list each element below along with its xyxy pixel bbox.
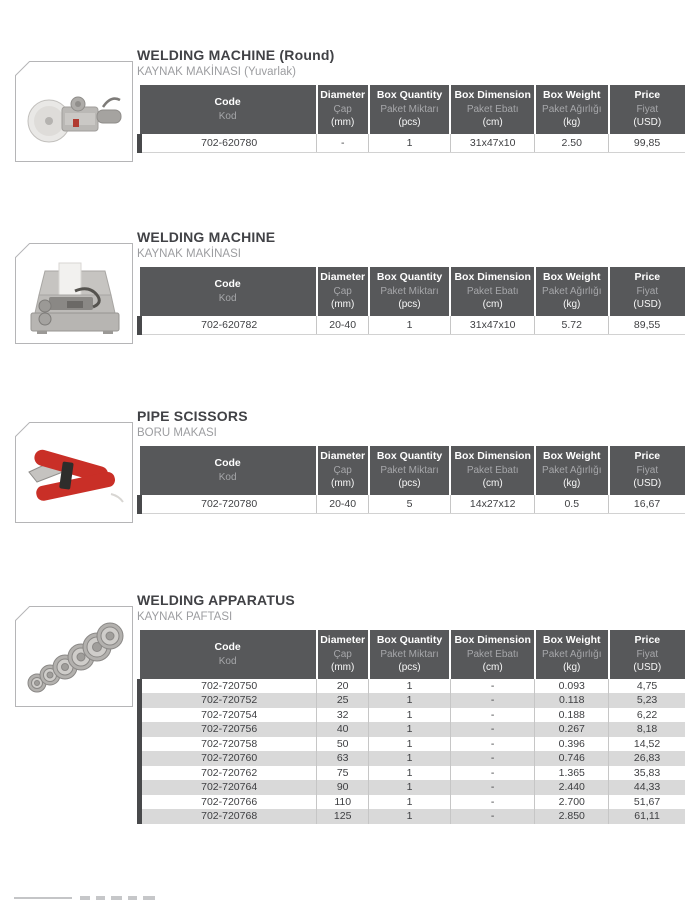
column-label-tr: Kod bbox=[218, 471, 237, 483]
table-cell: 702-720762 bbox=[140, 766, 317, 781]
column-label-unit: (kg) bbox=[563, 478, 581, 490]
product-image-box bbox=[15, 422, 133, 523]
column-label-en: Box Quantity bbox=[376, 634, 443, 647]
column-header-price bbox=[609, 85, 685, 134]
table-cell: 2.700 bbox=[535, 795, 609, 810]
table-cell: 1 bbox=[369, 708, 451, 723]
column-label-en: Box Quantity bbox=[376, 89, 443, 102]
footer-logo-mark bbox=[111, 896, 122, 900]
column-header-code bbox=[140, 267, 317, 316]
column-label-tr: Fiyat bbox=[636, 286, 659, 298]
section-title: WELDING APPARATUS bbox=[137, 592, 295, 608]
table-cell: 1 bbox=[369, 766, 451, 781]
column-label-en: Code bbox=[214, 277, 241, 290]
column-label-en: Price bbox=[634, 634, 661, 647]
column-label-unit: (USD) bbox=[633, 117, 662, 129]
table-cell: 14x27x12 bbox=[450, 495, 535, 514]
column-header-diameter bbox=[317, 85, 369, 134]
footer-logo-mark bbox=[80, 896, 90, 900]
column-label-unit: (cm) bbox=[482, 117, 503, 129]
section-content bbox=[137, 229, 685, 335]
product-section bbox=[15, 408, 685, 514]
welding-dies-photo bbox=[15, 606, 133, 707]
product-section bbox=[15, 47, 685, 153]
section-title: PIPE SCISSORS bbox=[137, 408, 248, 424]
table-cell: 1 bbox=[369, 737, 451, 752]
table-cell: 702-720750 bbox=[140, 679, 317, 694]
table-cell: 0.118 bbox=[535, 693, 609, 708]
table-cell: 0.5 bbox=[535, 495, 609, 514]
table-cell: 51,67 bbox=[609, 795, 685, 810]
table-header-row bbox=[140, 446, 686, 495]
column-label-tr: Paket Ebatı bbox=[466, 465, 519, 477]
column-label-en: Box Dimension bbox=[454, 271, 531, 284]
table-cell: 4,75 bbox=[609, 679, 685, 694]
table-row bbox=[140, 737, 686, 752]
table-cell: 0.396 bbox=[535, 737, 609, 752]
pipe-scissors-photo bbox=[15, 422, 133, 523]
table-cell: - bbox=[317, 134, 369, 153]
column-label-en: Code bbox=[214, 456, 241, 469]
column-label-unit: (USD) bbox=[633, 662, 662, 674]
column-label-tr: Fiyat bbox=[636, 104, 659, 116]
table-cell: - bbox=[450, 737, 535, 752]
table-cell: 1 bbox=[369, 134, 451, 153]
column-header-box-weight bbox=[535, 85, 609, 134]
section-subtitle: BORU MAKASI bbox=[137, 427, 217, 440]
column-header-box-weight bbox=[535, 267, 609, 316]
column-header-box-dimension bbox=[450, 85, 535, 134]
table-cell: 702-620782 bbox=[140, 316, 317, 335]
table-cell: 702-720768 bbox=[140, 809, 317, 824]
table-cell: 90 bbox=[317, 780, 369, 795]
column-label-unit: (mm) bbox=[331, 117, 355, 129]
column-header-code bbox=[140, 85, 317, 134]
table-cell: 702-720756 bbox=[140, 722, 317, 737]
table-header-row bbox=[140, 630, 686, 679]
section-subtitle: KAYNAK MAKİNASI (Yuvarlak) bbox=[137, 66, 296, 79]
table-row bbox=[140, 679, 686, 694]
table-cell: 702-720754 bbox=[140, 708, 317, 723]
table-cell: 1 bbox=[369, 679, 451, 694]
column-label-tr: Paket Miktarı bbox=[380, 649, 439, 661]
table-row bbox=[140, 316, 686, 335]
table-cell: 5,23 bbox=[609, 693, 685, 708]
table-cell: - bbox=[450, 679, 535, 694]
table-row bbox=[140, 722, 686, 737]
table-row bbox=[140, 809, 686, 824]
table-cell: 16,67 bbox=[609, 495, 685, 514]
partial-footer-logo bbox=[14, 895, 174, 900]
column-label-tr: Paket Ebatı bbox=[466, 104, 519, 116]
column-label-en: Diameter bbox=[320, 89, 366, 102]
product-image-box bbox=[15, 61, 133, 162]
table-row bbox=[140, 708, 686, 723]
column-label-tr: Fiyat bbox=[636, 465, 659, 477]
table-cell: 8,18 bbox=[609, 722, 685, 737]
table-cell: 14,52 bbox=[609, 737, 685, 752]
column-label-tr: Kod bbox=[218, 655, 237, 667]
table-cell: 0.267 bbox=[535, 722, 609, 737]
table-cell: 2.440 bbox=[535, 780, 609, 795]
section-title: WELDING MACHINE (Round) bbox=[137, 47, 335, 63]
column-header-box-quantity bbox=[369, 85, 451, 134]
column-label-tr: Fiyat bbox=[636, 649, 659, 661]
product-table bbox=[137, 630, 685, 824]
section-subtitle: KAYNAK MAKİNASI bbox=[137, 248, 241, 261]
column-label-unit: (USD) bbox=[633, 478, 662, 490]
table-cell: 20-40 bbox=[317, 316, 369, 335]
column-label-tr: Kod bbox=[218, 110, 237, 122]
table-cell: 125 bbox=[317, 809, 369, 824]
column-label-unit: (pcs) bbox=[398, 299, 421, 311]
column-label-tr: Paket Miktarı bbox=[380, 104, 439, 116]
column-label-en: Box Weight bbox=[542, 634, 601, 647]
column-label-tr: Kod bbox=[218, 292, 237, 304]
column-label-tr: Paket Miktarı bbox=[380, 465, 439, 477]
column-label-unit: (USD) bbox=[633, 299, 662, 311]
column-header-price bbox=[609, 267, 685, 316]
column-label-en: Box Dimension bbox=[454, 634, 531, 647]
column-label-unit: (cm) bbox=[482, 299, 503, 311]
table-cell: 5.72 bbox=[535, 316, 609, 335]
column-label-en: Box Dimension bbox=[454, 450, 531, 463]
table-cell: 1 bbox=[369, 316, 451, 335]
section-subtitle: KAYNAK PAFTASI bbox=[137, 611, 233, 624]
table-cell: 40 bbox=[317, 722, 369, 737]
section-content bbox=[137, 592, 685, 824]
table-cell: 1.365 bbox=[535, 766, 609, 781]
column-header-diameter bbox=[317, 267, 369, 316]
table-cell: 32 bbox=[317, 708, 369, 723]
column-label-tr: Paket Ebatı bbox=[466, 649, 519, 661]
product-section bbox=[15, 592, 685, 824]
table-cell: 75 bbox=[317, 766, 369, 781]
section-content bbox=[137, 408, 685, 514]
column-label-unit: (pcs) bbox=[398, 117, 421, 129]
column-label-en: Diameter bbox=[320, 271, 366, 284]
product-table bbox=[137, 446, 685, 515]
column-label-tr: Paket Ağırlığı bbox=[542, 465, 602, 477]
table-cell: 31x47x10 bbox=[450, 316, 535, 335]
table-row bbox=[140, 693, 686, 708]
welding-machine-case-photo bbox=[15, 243, 133, 344]
column-label-unit: (mm) bbox=[331, 662, 355, 674]
column-label-en: Code bbox=[214, 640, 241, 653]
column-label-tr: Çap bbox=[333, 286, 352, 298]
table-cell: 1 bbox=[369, 751, 451, 766]
table-cell: 702-720752 bbox=[140, 693, 317, 708]
column-label-en: Price bbox=[634, 450, 661, 463]
table-cell: 44,33 bbox=[609, 780, 685, 795]
column-label-unit: (kg) bbox=[563, 117, 581, 129]
table-header-row bbox=[140, 267, 686, 316]
column-label-tr: Çap bbox=[333, 104, 352, 116]
table-cell: 702-720760 bbox=[140, 751, 317, 766]
column-header-box-quantity bbox=[369, 446, 451, 495]
column-label-en: Code bbox=[214, 95, 241, 108]
table-body bbox=[140, 679, 686, 824]
table-cell: 20 bbox=[317, 679, 369, 694]
column-label-en: Box Dimension bbox=[454, 89, 531, 102]
product-table bbox=[137, 85, 685, 154]
column-label-unit: (cm) bbox=[482, 478, 503, 490]
table-body bbox=[140, 134, 686, 153]
column-label-en: Box Quantity bbox=[376, 450, 443, 463]
column-label-tr: Paket Ağırlığı bbox=[542, 649, 602, 661]
column-label-tr: Paket Ağırlığı bbox=[542, 286, 602, 298]
column-label-en: Diameter bbox=[320, 450, 366, 463]
table-cell: 1 bbox=[369, 722, 451, 737]
table-cell: 6,22 bbox=[609, 708, 685, 723]
column-label-unit: (mm) bbox=[331, 299, 355, 311]
column-header-code bbox=[140, 630, 317, 679]
column-label-en: Box Weight bbox=[542, 271, 601, 284]
table-cell: 89,55 bbox=[609, 316, 685, 335]
column-header-box-weight bbox=[535, 630, 609, 679]
column-label-unit: (kg) bbox=[563, 662, 581, 674]
table-cell: 31x47x10 bbox=[450, 134, 535, 153]
column-label-unit: (pcs) bbox=[398, 478, 421, 490]
section-content bbox=[137, 47, 685, 153]
column-label-unit: (cm) bbox=[482, 662, 503, 674]
column-header-diameter bbox=[317, 630, 369, 679]
table-row bbox=[140, 495, 686, 514]
product-section bbox=[15, 229, 685, 335]
column-header-box-weight bbox=[535, 446, 609, 495]
column-label-en: Box Quantity bbox=[376, 271, 443, 284]
table-cell: 20-40 bbox=[317, 495, 369, 514]
product-image-box bbox=[15, 243, 133, 344]
column-header-box-dimension bbox=[450, 446, 535, 495]
column-label-en: Price bbox=[634, 271, 661, 284]
table-cell: - bbox=[450, 708, 535, 723]
table-cell: 5 bbox=[369, 495, 451, 514]
column-label-en: Price bbox=[634, 89, 661, 102]
table-row bbox=[140, 134, 686, 153]
table-row bbox=[140, 795, 686, 810]
column-header-box-quantity bbox=[369, 267, 451, 316]
column-label-en: Diameter bbox=[320, 634, 366, 647]
table-row bbox=[140, 751, 686, 766]
column-header-box-dimension bbox=[450, 630, 535, 679]
table-cell: 50 bbox=[317, 737, 369, 752]
table-cell: 702-720766 bbox=[140, 795, 317, 810]
table-cell: 1 bbox=[369, 780, 451, 795]
column-header-price bbox=[609, 630, 685, 679]
footer-logo-mark bbox=[128, 896, 137, 900]
table-body bbox=[140, 495, 686, 514]
table-cell: 0.746 bbox=[535, 751, 609, 766]
table-cell: 702-620780 bbox=[140, 134, 317, 153]
section-title: WELDING MACHINE bbox=[137, 229, 276, 245]
product-image-box bbox=[15, 606, 133, 707]
table-cell: 1 bbox=[369, 795, 451, 810]
table-row bbox=[140, 780, 686, 795]
column-header-box-dimension bbox=[450, 267, 535, 316]
table-cell: - bbox=[450, 795, 535, 810]
table-cell: 0.093 bbox=[535, 679, 609, 694]
column-label-tr: Paket Miktarı bbox=[380, 286, 439, 298]
column-label-unit: (kg) bbox=[563, 299, 581, 311]
welding-machine-round-photo bbox=[15, 61, 133, 162]
column-header-box-quantity bbox=[369, 630, 451, 679]
column-header-diameter bbox=[317, 446, 369, 495]
table-cell: 702-720780 bbox=[140, 495, 317, 514]
table-cell: 99,85 bbox=[609, 134, 685, 153]
table-cell: 26,83 bbox=[609, 751, 685, 766]
table-cell: - bbox=[450, 780, 535, 795]
table-cell: 1 bbox=[369, 693, 451, 708]
table-cell: - bbox=[450, 722, 535, 737]
table-cell: 2.850 bbox=[535, 809, 609, 824]
table-cell: 702-720758 bbox=[140, 737, 317, 752]
column-label-tr: Paket Ağırlığı bbox=[542, 104, 602, 116]
table-cell: - bbox=[450, 693, 535, 708]
column-label-tr: Çap bbox=[333, 649, 352, 661]
table-cell: - bbox=[450, 751, 535, 766]
table-row bbox=[140, 766, 686, 781]
column-label-tr: Paket Ebatı bbox=[466, 286, 519, 298]
table-cell: - bbox=[450, 809, 535, 824]
column-header-code bbox=[140, 446, 317, 495]
table-cell: 2.50 bbox=[535, 134, 609, 153]
table-body bbox=[140, 316, 686, 335]
table-cell: 25 bbox=[317, 693, 369, 708]
table-cell: 35,83 bbox=[609, 766, 685, 781]
table-cell: 0.188 bbox=[535, 708, 609, 723]
footer-logo-line bbox=[14, 897, 72, 899]
column-label-unit: (mm) bbox=[331, 478, 355, 490]
table-header-row bbox=[140, 85, 686, 134]
column-header-price bbox=[609, 446, 685, 495]
table-cell: 110 bbox=[317, 795, 369, 810]
table-cell: 63 bbox=[317, 751, 369, 766]
footer-logo-mark bbox=[143, 896, 155, 900]
table-cell: 702-720764 bbox=[140, 780, 317, 795]
footer-logo-mark bbox=[96, 896, 105, 900]
product-table bbox=[137, 267, 685, 336]
column-label-unit: (pcs) bbox=[398, 662, 421, 674]
table-cell: - bbox=[450, 766, 535, 781]
column-label-tr: Çap bbox=[333, 465, 352, 477]
column-label-en: Box Weight bbox=[542, 450, 601, 463]
table-cell: 61,11 bbox=[609, 809, 685, 824]
table-cell: 1 bbox=[369, 809, 451, 824]
column-label-en: Box Weight bbox=[542, 89, 601, 102]
